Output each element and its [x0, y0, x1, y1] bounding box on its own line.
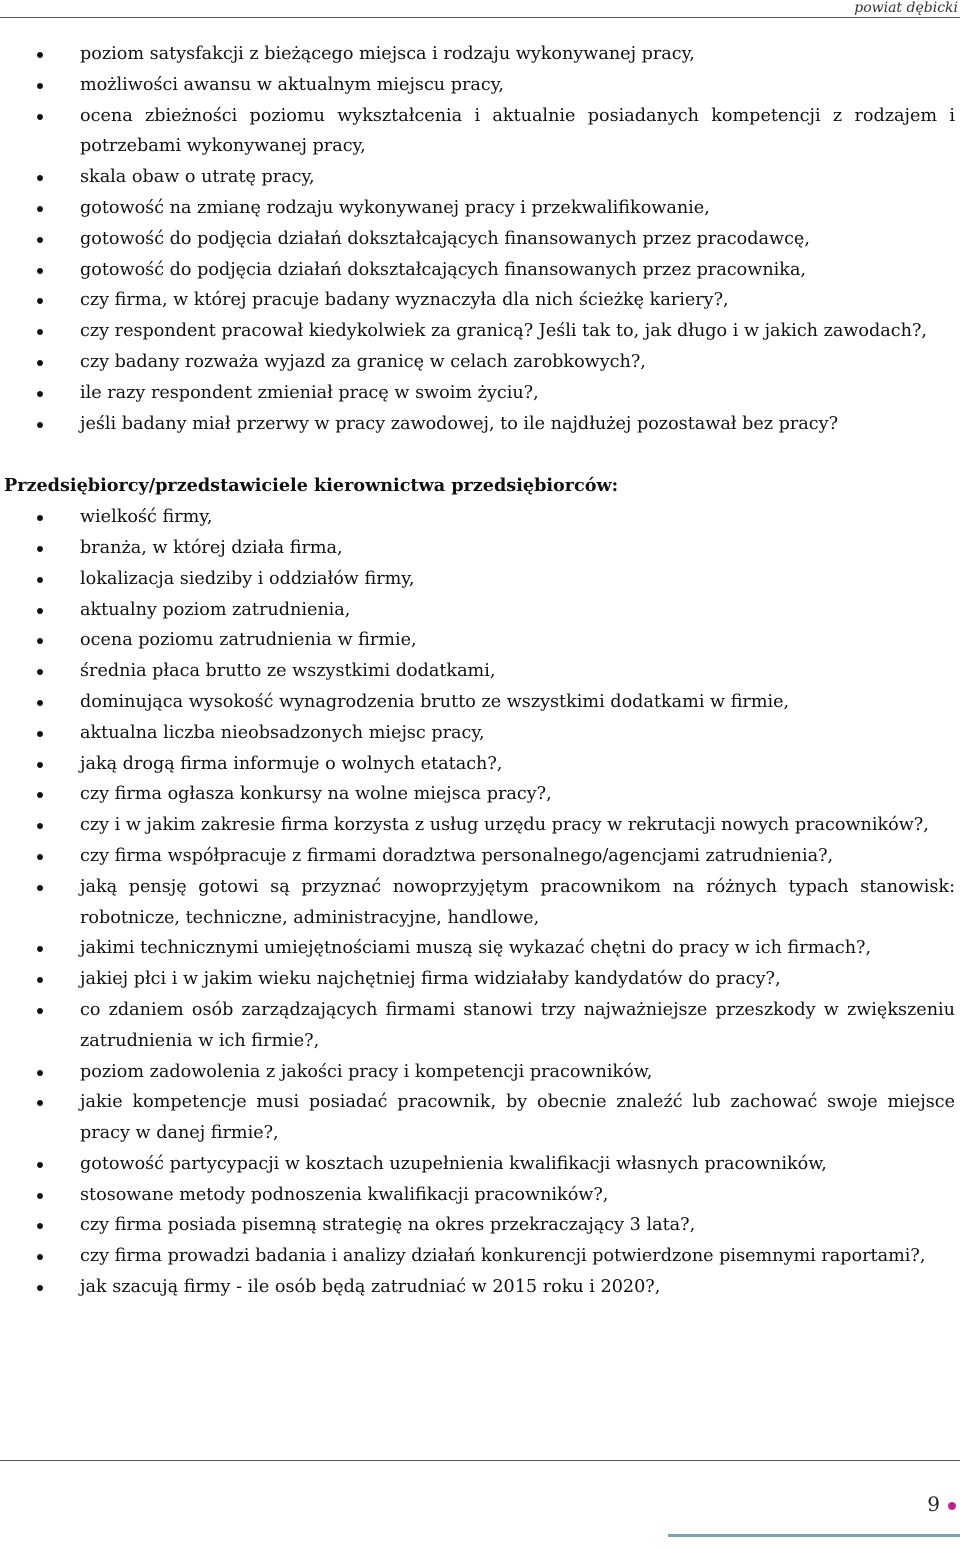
- list-item: czy firma współpracuje z firmami doradztwa personalnego/agencjami zatrudnienia?,: [0, 841, 955, 872]
- list-item: możliwości awansu w aktualnym miejscu pracy,: [0, 70, 955, 101]
- page-number: 9: [927, 1492, 940, 1516]
- list-item: stosowane metody podnoszenia kwalifikacji pracowników?,: [0, 1180, 955, 1211]
- list-item: gotowość partycypacji w kosztach uzupełnienia kwalifikacji własnych pracowników,: [0, 1149, 955, 1180]
- list-item: co zdaniem osób zarządzających firmami stanowi trzy najważniejsze przeszkody w zwiększeniu zatrudnienia w ich firmie?,: [0, 995, 955, 1057]
- list-item: czy firma ogłasza konkursy na wolne miejsca pracy?,: [0, 779, 955, 810]
- running-header: powiat dębicki: [854, 0, 958, 16]
- list-item: ile razy respondent zmieniał pracę w swoim życiu?,: [0, 378, 955, 409]
- list-item: gotowość do podjęcia działań dokształcających finansowanych przez pracownika,: [0, 255, 955, 286]
- list-item: średnia płaca brutto ze wszystkimi dodatkami,: [0, 656, 955, 687]
- list-item: ocena zbieżności poziomu wykształcenia i aktualnie posiadanych kompetencji z rodzajem i potrzebami wykonywanej pracy,: [0, 101, 955, 163]
- list-item: czy firma posiada pisemną strategię na okres przekraczający 3 lata?,: [0, 1210, 955, 1241]
- list-item: jak szacują firmy - ile osób będą zatrudniać w 2015 roku i 2020?,: [0, 1272, 955, 1303]
- list-item: czy badany rozważa wyjazd za granicę w celach zarobkowych?,: [0, 347, 955, 378]
- list-item: aktualny poziom zatrudnienia,: [0, 595, 955, 626]
- list-item: lokalizacja siedziby i oddziałów firmy,: [0, 564, 955, 595]
- section-heading-employers: Przedsiębiorcy/przedstawiciele kierownictwa przedsiębiorców:: [4, 475, 619, 497]
- employee-topics-list: [0, 39, 955, 439]
- list-item: jakiej płci i w jakim wieku najchętniej firma widziałaby kandydatów do pracy?,: [0, 964, 955, 995]
- list-item: aktualna liczba nieobsadzonych miejsc pracy,: [0, 718, 955, 749]
- list-item: jeśli badany miał przerwy w pracy zawodowej, to ile najdłużej pozostawał bez pracy?: [0, 409, 955, 440]
- list-item: ocena poziomu zatrudnienia w firmie,: [0, 625, 955, 656]
- list-item: czy i w jakim zakresie firma korzysta z usług urzędu pracy w rekrutacji nowych pracowników?,: [0, 810, 955, 841]
- list-item: czy firma, w której pracuje badany wyznaczyła dla nich ścieżkę kariery?,: [0, 285, 955, 316]
- page-dot-icon: [948, 1502, 956, 1510]
- list-item: jaką pensję gotowi są przyznać nowoprzyjętym pracownikom na różnych typach stanowisk: robotnicze, techniczne, administracyjne, handlowe,: [0, 872, 955, 934]
- footer-accent-bar: [668, 1534, 960, 1537]
- header-divider: [0, 17, 960, 18]
- list-item: dominująca wysokość wynagrodzenia brutto ze wszystkimi dodatkami w firmie,: [0, 687, 955, 718]
- list-item: branża, w której działa firma,: [0, 533, 955, 564]
- page-content: [0, 39, 955, 1303]
- list-item: poziom zadowolenia z jakości pracy i kompetencji pracowników,: [0, 1057, 955, 1088]
- list-item: czy respondent pracował kiedykolwiek za granicą? Jeśli tak to, jak długo i w jakich zawodach?,: [0, 316, 955, 347]
- list-item: gotowość do podjęcia działań dokształcających finansowanych przez pracodawcę,: [0, 224, 955, 255]
- list-item: jakimi technicznymi umiejętnościami muszą się wykazać chętni do pracy w ich firmach?,: [0, 933, 955, 964]
- list-item: wielkość firmy,: [0, 502, 955, 533]
- list-item: gotowość na zmianę rodzaju wykonywanej pracy i przekwalifikowanie,: [0, 193, 955, 224]
- list-item: jakie kompetencje musi posiadać pracownik, by obecnie znaleźć lub zachować swoje miejsce pracy w danej firmie?,: [0, 1087, 955, 1149]
- footer-divider: [0, 1460, 960, 1461]
- list-item: jaką drogą firma informuje o wolnych etatach?,: [0, 749, 955, 780]
- list-item: poziom satysfakcji z bieżącego miejsca i rodzaju wykonywanej pracy,: [0, 39, 955, 70]
- employer-topics-list: [0, 502, 955, 1303]
- list-item: czy firma prowadzi badania i analizy działań konkurencji potwierdzone pisemnymi raportami?,: [0, 1241, 955, 1272]
- list-item: skala obaw o utratę pracy,: [0, 162, 955, 193]
